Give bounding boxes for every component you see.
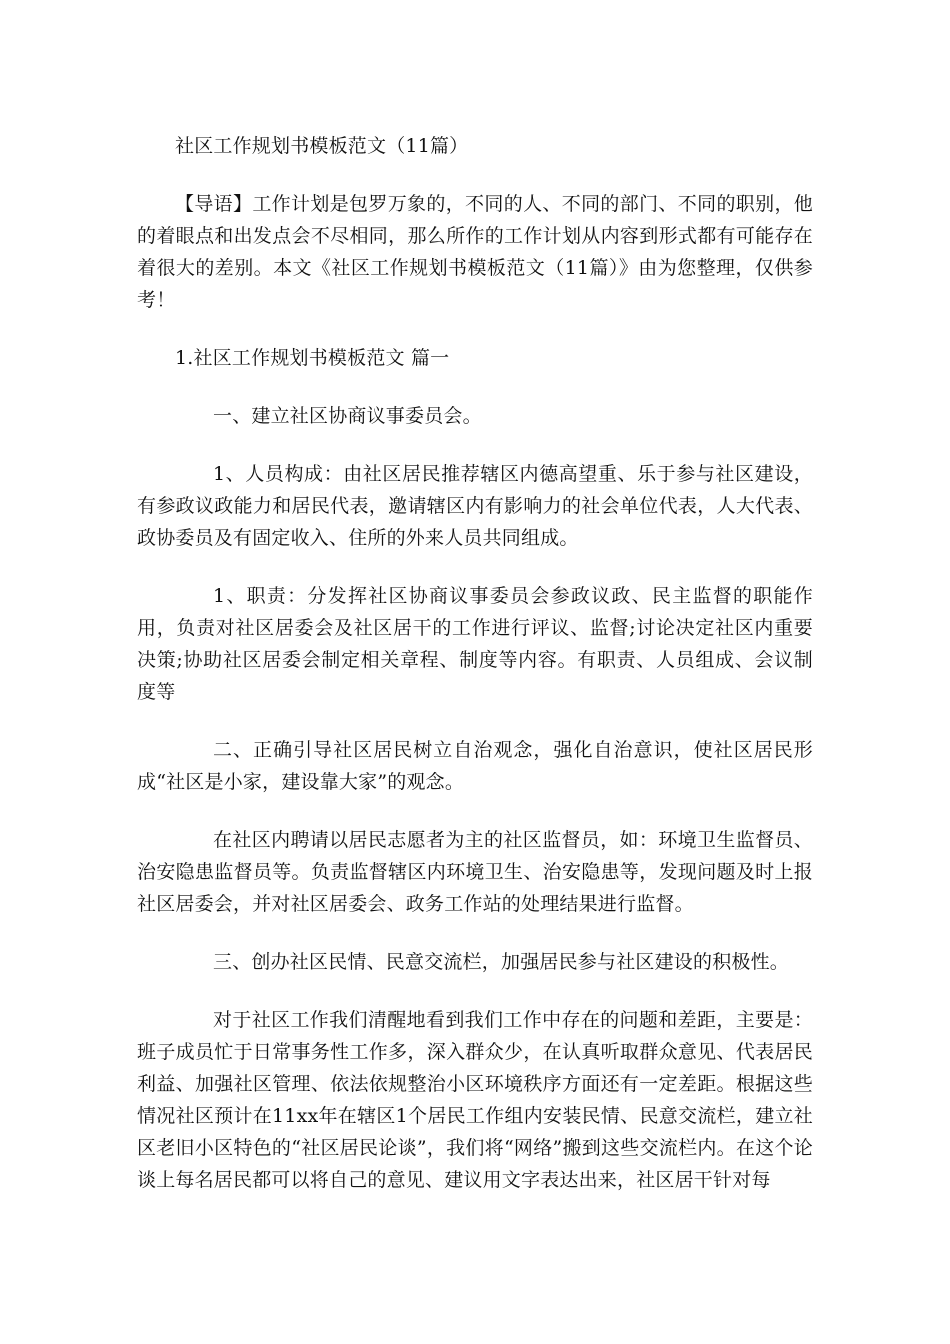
paragraph-issues: 对于社区工作我们清醒地看到我们工作中存在的问题和差距，主要是：班子成员忙于日常事务性工作多，深入群众少，在认真听取群众意见、代表居民利益、加强社区管理、依法依规整治小区环境秩序方面还有一定差距。根据这些情况社区预计在11xx年在辖区1个居民工作组内安装民情、民意交流栏，建立社区老旧小区特色的“社区居民论谈”，我们将“网络”搬到这些交流栏内。在这个论谈上每名居民都可以将自己的意见、建议用文字表达出来，社区居干针对每 xyxy=(137,1009,813,1191)
paragraph-duties: 1、职责：分发挥社区协商议事委员会参政议政、民主监督的职能作用，负责对社区居委会及社区居干的工作进行评议、监督;讨论决定社区内重要决策;协助社区居委会制定相关章程、制度等内容。有职责、人员组成、会议制度等 xyxy=(137,585,813,703)
document-title: 社区工作规划书模板范文（11篇） xyxy=(175,135,469,157)
subheading-1: 一、建立社区协商议事委员会。 xyxy=(213,405,482,427)
subheading-2: 二、正确引导社区居民树立自治观念，强化自治意识，使社区居民形成“社区是小家，建设靠大家”的观念。 xyxy=(137,739,813,793)
document-body xyxy=(137,118,813,1196)
section-heading: 1.社区工作规划书模板范文 篇一 xyxy=(175,347,450,369)
paragraph-composition: 1、人员构成：由社区居民推荐辖区内德高望重、乐于参与社区建设，有参政议政能力和居民代表，邀请辖区内有影响力的社会单位代表，人大代表、政协委员及有固定收入、住所的外来人员共同组成。 xyxy=(137,463,813,549)
lead-paragraph: 【导语】工作计划是包罗万象的，不同的人、不同的部门、不同的职别，他的着眼点和出发点会不尽相同，那么所作的工作计划从内容到形式都有可能存在着很大的差别。本文《社区工作规划书模板范文（11篇）》由为您整理，仅供参考！ xyxy=(137,193,813,311)
subheading-3: 三、创办社区民情、民意交流栏，加强居民参与社区建设的积极性。 xyxy=(213,951,790,973)
paragraph-supervisors: 在社区内聘请以居民志愿者为主的社区监督员，如：环境卫生监督员、治安隐患监督员等。负责监督辖区内环境卫生、治安隐患等，发现问题及时上报社区居委会，并对社区居委会、政务工作站的处理结果进行监督。 xyxy=(137,829,813,915)
